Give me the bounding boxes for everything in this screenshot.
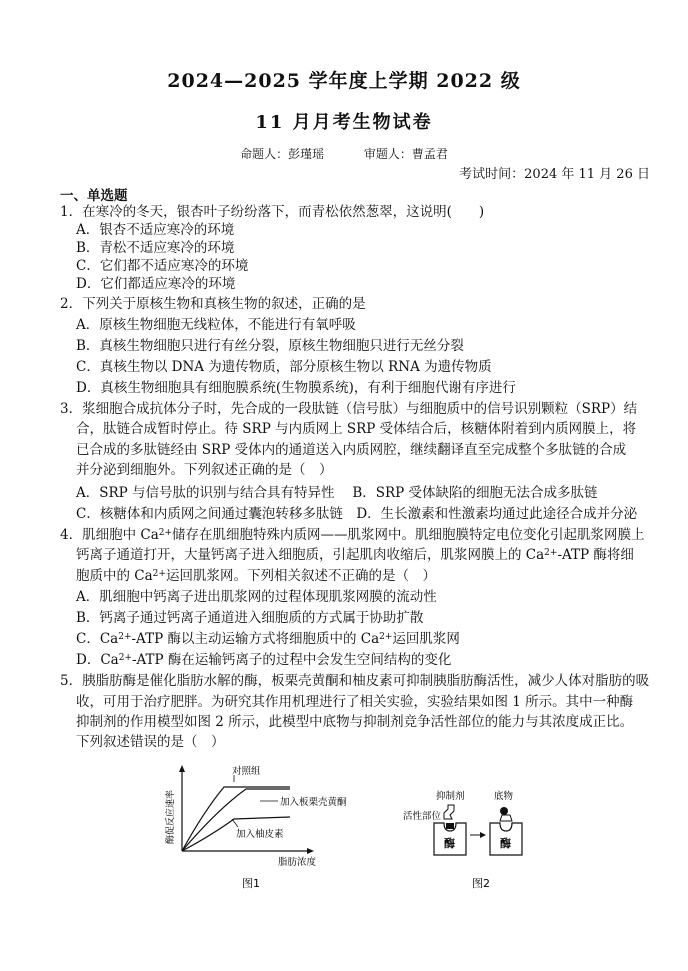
q4-line1: 4．肌细胞中 $Ca^{2+}$储存在肌细胞特殊内质网——肌浆网中。肌细胞膜特定电位变化引起肌浆网膜上 xyxy=(60,527,645,543)
q2-option-b: B．真核生物细胞只进行有丝分裂，原核生物细胞只进行无丝分裂 xyxy=(76,338,464,354)
q4-option-d: D．$Ca^{2+}$-ATP 酶在运输钙离子的过程中会发生空间结构的变化 xyxy=(76,652,452,668)
q3-options-ab: A．SRP 与信号肽的识别与结合具有特异性 B．SRP 受体缺陷的细胞无法合成多肽链 xyxy=(76,485,598,501)
figure-1 xyxy=(160,765,380,895)
q1-option-a: A．银杏不适应寒冷的环境 xyxy=(76,222,235,238)
section-title: 一、单选题 xyxy=(60,188,128,204)
title-line2: 11 月月考生物试卷 xyxy=(255,112,433,133)
q4-option-a: A．肌细胞中钙离子进出肌浆网的过程体现肌浆网膜的流动性 xyxy=(76,589,437,605)
q3-line3: 已合成的多肽链经由 SRP 受体内的通道送入内质网腔，继续翻译直至完成整个多肽链的合成 xyxy=(76,442,627,458)
fig1-x-arrow xyxy=(307,848,314,854)
q2-stem: 2．下列关于原核生物和真核生物的叙述，正确的是 xyxy=(60,296,366,312)
q4-option-c: C．$Ca^{2+}$-ATP 酶以主动运输方式将细胞质中的 $Ca^{2+}$运回肌浆网 xyxy=(76,631,460,647)
author: 命题人：彭瑾瑶 xyxy=(240,147,325,161)
q3-line4: 并分泌到细胞外。下列叙述正确的是（ ） xyxy=(76,462,333,478)
fig2-label-enzyme2: 酶 xyxy=(500,837,511,850)
authors-line xyxy=(0,145,688,162)
fig1-y-arrow xyxy=(179,765,185,772)
q5-line2: 收，可用于治疗肥胖。为研究其作用机理进行了相关实验，实验结果如图 1 所示。其中一种酶 xyxy=(76,694,634,710)
fig2-label-substrate: 底物 xyxy=(494,791,514,802)
fig2-substrate-dot xyxy=(500,807,508,815)
fig2-label-enzyme1: 酶 xyxy=(444,837,455,850)
q3-line2: 合，肽链合成暂时停止。待 SRP 与内质网上 SRP 受体结合后，核糖体附着到内质网膜上，将 xyxy=(76,421,637,437)
q2-option-d: D．真核生物细胞具有细胞膜系统(生物膜系统)，有利于细胞代谢有序进行 xyxy=(76,380,516,396)
q2-option-c: C．真核生物以 DNA 为遗传物质，部分原核生物以 RNA 为遗传物质 xyxy=(76,359,492,375)
fig1-label-control: 对照组 xyxy=(232,766,261,777)
q1-option-b: B．青松不适应寒冷的环境 xyxy=(76,240,235,256)
q4-line3: 胞质中的 $Ca^{2+}$运回肌浆网。下列相关叙述不正确的是（ ） xyxy=(76,568,436,584)
fig2-substrate-shape xyxy=(500,815,512,821)
fig2-caption: 图2 xyxy=(472,877,490,890)
q5-line1: 5．胰脂肪酶是催化脂肪水解的酶，板栗壳黄酮和柚皮素可抑制胰脂肪酶活性，减少人体对脂肪的吸 xyxy=(60,673,650,689)
fig2-arrow-head xyxy=(480,832,486,838)
q3-line1: 3．浆细胞合成抗体分子时，先合成的一段肽链（信号肽）与细胞质中的信号识别颗粒（SRP）结 xyxy=(60,401,638,417)
q5-line3: 抑制剂的作用模型如图 2 所示，此模型中底物与抑制剂竞争活性部位的能力与其浓度成正比。 xyxy=(76,714,634,730)
figure-2 xyxy=(400,785,550,895)
reviewer: 审题人：曹孟君 xyxy=(363,147,448,161)
q3-options-cd: C．核糖体和内质网之间通过囊泡转移多肽链 D．生长激素和性激素均通过此途径合成并分泌 xyxy=(76,506,638,522)
fig2-inhibitor-bound xyxy=(446,823,454,829)
q1-option-c: C．它们都不适应寒冷的环境 xyxy=(76,258,249,274)
q4-option-b: B．钙离子通过钙离子通道进入细胞质的方式属于协助扩散 xyxy=(76,610,424,626)
q5-line4: 下列叙述错误的是（ ） xyxy=(76,734,225,750)
fig1-ylabel: 酶促反应速率 xyxy=(166,789,176,845)
fig1-label-banli: 加入板栗壳黄酮 xyxy=(280,797,347,808)
fig1-leader-youpi xyxy=(232,819,238,827)
fig2-label-inhibitor: 抑制剂 xyxy=(436,791,465,802)
q1-stem: 1．在寒冷的冬天，银杏叶子纷纷落下，而青松依然葱翠，这说明( ) xyxy=(60,204,485,220)
q4-line2: 钙离子通道打开，大量钙离子进入细胞质，引起肌肉收缩后，肌浆网膜上的 $Ca^{2+}$-ATP 酶将细 xyxy=(76,547,634,563)
fig2-inhibitor-shape xyxy=(444,805,454,819)
fig1-caption: 图1 xyxy=(242,877,260,890)
fig2-label-active-site: 活性部位 xyxy=(403,811,442,822)
fig1-label-youpi: 加入柚皮素 xyxy=(236,829,284,840)
q2-option-a: A．原核生物细胞无线粒体，不能进行有氧呼吸 xyxy=(76,317,356,333)
q1-option-d: D．它们都适应寒冷的环境 xyxy=(76,276,236,292)
fig1-xlabel: 脂肪浓度 xyxy=(278,857,317,868)
title-line1: 2024—2025 学年度上学期 2022 级 xyxy=(167,70,521,92)
exam-time: 考试时间：2024 年 11 月 26 日 xyxy=(459,167,650,182)
